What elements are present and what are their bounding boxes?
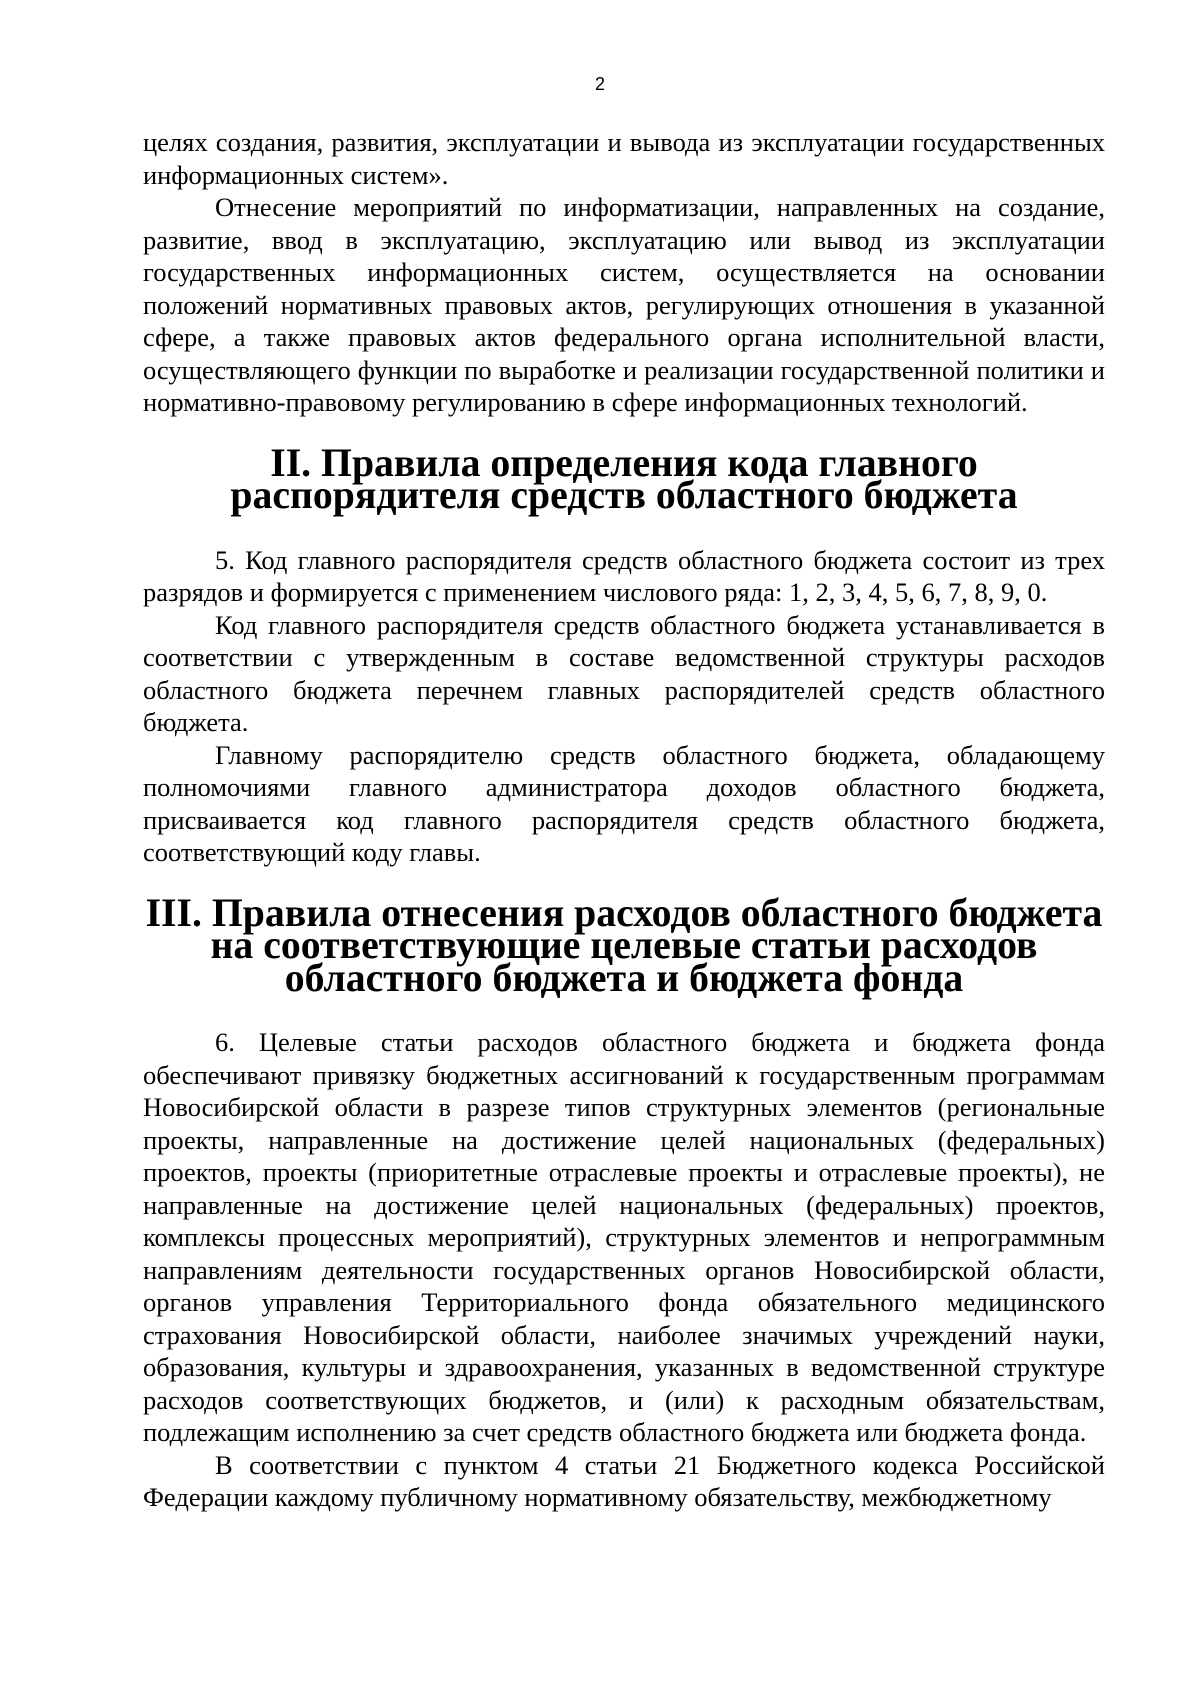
body-paragraph: В соответствии с пунктом 4 статьи 21 Бюджетного кодекса Российской Федерации каждому публичному нормативному обязательству, межбюджетному xyxy=(143,1449,1105,1512)
body-paragraph: 6. Целевые статьи расходов областного бюджета и бюджета фонда обеспечивают привязку бюджетных ассигнований к государственным программам Новосибирской области в разрезе типов структурных элементов (региональные проекты, направленные на достижение целей национальных (федеральных) проектов, проекты (приоритетные отраслевые проекты и отраслевые проекты), не направленные на достижение целей национальных (федеральных) проектов, комплексы процессных мероприятий), структурных элементов и непрограммным направлениям деятельности государственных органов Новосибирской области, органов управления Территориального фонда обязательного медицинского страхования Новосибирской области, наиболее значимых учреждений науки, образования, культуры и здравоохранения, указанных в ведомственной структуре расходов соответствующих бюджетов, и (или) к расходным обязательствам, подлежащим исполнению за счет средств областного бюджета или бюджета фонда. xyxy=(143,1027,1105,1447)
body-paragraph: Главному распорядителю средств областного бюджета, обладающему полномочиями главного администратора доходов областного бюджета, присваивается код главного распорядителя средств областного бюджета, соответствующий коду главы. xyxy=(143,739,1105,867)
body-paragraph: Код главного распорядителя средств областного бюджета устанавливается в соответствии с утвержденным в составе ведомственной структуры расходов областного бюджета перечнем главных распорядителей средств областного бюджета. xyxy=(143,609,1105,737)
section-heading-line: III. Правила отнесения расходов областного бюджета xyxy=(145,890,1103,935)
document-body xyxy=(143,126,1105,1514)
section-heading-line: распорядителя средств областного бюджета xyxy=(230,473,1018,517)
section-heading-line: II. Правила определения кода главного xyxy=(270,440,978,485)
body-paragraph: Отнесение мероприятий по информатизации, направленных на создание, развитие, ввод в эксплуатацию, эксплуатацию или вывод из эксплуатации государственных информационных систем, осуществляется на основании положений нормативных правовых актов, регулирующих отношения в указанной сфере, а также правовых актов федерального органа исполнительной власти, осуществляющего функции по выработке и реализации государственной политики и нормативно-правовому регулированию в сфере информационных технологий. xyxy=(143,192,1105,417)
section-heading xyxy=(143,890,1105,1000)
section-heading-line: на соответствующие целевые статьи расходов xyxy=(210,923,1038,967)
section-heading xyxy=(143,440,1105,517)
page-number: 2 xyxy=(594,74,605,94)
body-paragraph: 5. Код главного распорядителя средств областного бюджета состоит из трех разрядов и формируется с применением числового ряда: 1, 2, 3, 4, 5, 6, 7, 8, 9, 0. xyxy=(143,544,1105,607)
continuation-paragraph: целях создания, развития, эксплуатации и вывода из эксплуатации государственных информационных систем». xyxy=(143,127,1105,190)
section-heading-line: областного бюджета и бюджета фонда xyxy=(284,955,964,1000)
